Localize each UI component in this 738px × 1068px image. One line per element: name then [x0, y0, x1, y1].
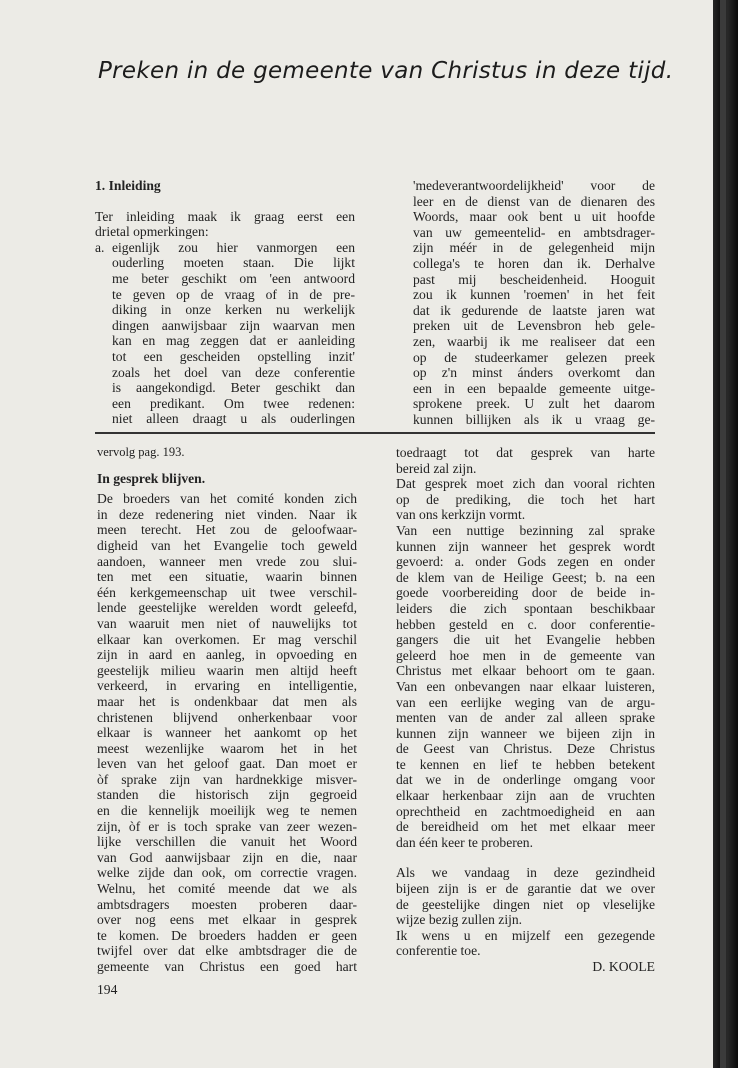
text-line: maar het is ondenkbaar dat men als	[97, 693, 357, 709]
text-line: wijze bezig zullen zijn.	[396, 912, 523, 928]
text-line: sprokene preek. U zult het daarom	[413, 396, 655, 412]
text-line: leven van het geloof gaat. Dan moet er	[97, 756, 357, 772]
text-line: preken uit de Levensbron heb gele-	[413, 318, 655, 334]
text-line: op de prediking, die toch het hart	[396, 491, 655, 507]
text-line: één kerkgemeenschap uit twee verschil-	[97, 584, 357, 600]
paragraph	[396, 476, 655, 523]
text-line: 'medeverantwoordelijkheid' voor de	[413, 178, 655, 193]
text-line: van waaruit men niet of nauwelijks tot	[97, 615, 357, 631]
text-line: me beter geschikt om 'een antwoord	[112, 270, 355, 286]
text-line: lende geestelijke werelden wordt geleefd,	[97, 600, 357, 616]
text-line: dingen aanwijsbaar zijn waarvan men	[112, 317, 355, 333]
text-line: op z'n minst ánders overkomt dan	[413, 365, 655, 381]
text-line: geleerd hoe men in de gemeente van	[396, 647, 655, 663]
item-label: a.	[95, 239, 105, 255]
text-line: Als we vandaag in deze gezindheid	[396, 865, 655, 881]
section1-heading: 1. Inleiding	[95, 178, 161, 193]
text-line: zen, waarbij ik me realiseer dat een	[413, 333, 655, 349]
text-line: over nog eens met elkaar in gesprek	[97, 912, 357, 928]
text-line: Christus met elkaar behoort om te gaan.	[396, 663, 655, 679]
text-line: toedraagt tot dat gesprek van harte	[396, 445, 655, 460]
text-line: bereid zal zijn.	[396, 460, 477, 476]
text-line: drietal opmerkingen:	[95, 224, 209, 240]
section1-item-a-body	[95, 255, 355, 427]
text-line: goede voorbereiding door de beide in-	[396, 585, 655, 601]
text-line: meen terecht. Het zou de geloofwaar-	[97, 522, 357, 538]
page-edge-strip	[720, 0, 726, 1068]
text-line: gevoerd: a. onder Gods zegen en onder	[396, 554, 655, 570]
text-line: standen die historisch zijn gegroeid	[97, 787, 357, 803]
text-line: Woords, maar ook bent u uit hoofde	[413, 209, 655, 225]
text-line: Van een nuttige bezinning zal sprake	[396, 522, 655, 538]
text-line: niet alleen draagt u als ouderlingen	[112, 411, 355, 427]
text-line: christenen blijvend onherkenbaar voor	[97, 709, 357, 725]
text-line: welke zijde dan ook, om correctie vragen.	[97, 865, 357, 881]
text-line: Welnu, het comité meende dat we als	[97, 881, 357, 897]
text-line: menten van de ander zal alleen sprake	[396, 710, 655, 726]
page-title: Preken in de gemeente van Christus in deze tijd.	[98, 58, 674, 84]
text-line: te kennen en lief te hebben betekent	[396, 756, 655, 772]
text-line: aandoen, wanneer men vrede zou slui-	[97, 553, 357, 569]
text-line: collega's te horen dan ik. Derhalve	[413, 255, 655, 271]
text-line: op de studeerkamer gelezen preek	[413, 349, 655, 365]
text-line: Van een onbevangen naar elkaar luisteren,	[396, 678, 655, 694]
paragraph	[396, 445, 655, 476]
text-line: leer en de dienst van de dienaren des	[413, 193, 655, 209]
text-line: gangers die uit het Evangelie hebben	[396, 632, 655, 648]
signature: D. KOOLE	[592, 959, 655, 974]
section2-left-column	[97, 445, 357, 975]
text-line: en die kennelijk moeilijk weg te nemen	[97, 803, 357, 819]
text-line: geestelijk milieu waarin men altijd heeft	[97, 662, 357, 678]
paragraph	[396, 928, 655, 959]
text-line: een predikant. Om twee redenen:	[112, 395, 355, 411]
continued-note: vervolg pag. 193.	[97, 445, 185, 459]
text-line: een in een bepaalde gemeente uitge-	[413, 380, 655, 396]
text-line: de klem van de Heilige Geest; b. na een	[396, 569, 655, 585]
text-line: kunnen zijn wanneer we bijeen zijn in	[396, 725, 655, 741]
text-line: De broeders van het comité konden zich	[97, 491, 357, 507]
page-number: 194	[97, 982, 118, 997]
text-line: in deze redenering niet vinden. Naar ik	[97, 506, 357, 522]
text-line: te geven op de vraag of in de pre-	[112, 286, 355, 302]
section2-left-body	[97, 491, 357, 974]
text-line: òf sprake zijn van hardnekkige misver-	[97, 771, 357, 787]
text-line: van een eerlijke weging van de argu-	[396, 694, 655, 710]
text-line: lijke verschillen die vanuit het Woord	[97, 834, 357, 850]
text-line: te komen. De broeders hadden er geen	[97, 927, 357, 943]
text-line: gemeente van Christus een goed hart	[97, 959, 357, 974]
paragraph	[396, 865, 655, 927]
text-line: Ik wens u en mijzelf een gezegende	[396, 927, 655, 943]
text-line: zoals het doel van deze conferentie	[112, 364, 355, 380]
divider-rule	[95, 432, 655, 434]
text-line: conferentie toe.	[396, 943, 481, 959]
text-line: twijfel over dat elke ambtsdrager die de	[97, 943, 357, 959]
text-line: de geestelijke dingen niet op vleselijke	[396, 896, 655, 912]
text-line: kan en mag zeggen dat er aanleiding	[112, 333, 355, 349]
text-line: de Geest van Christus. Deze Christus	[396, 741, 655, 757]
text-line: dan één keer te proberen.	[396, 834, 533, 850]
section1-right-column	[413, 178, 655, 428]
text-line: de bereidheid om het met elkaar meer	[396, 819, 655, 835]
text-line: Dat gesprek moet zich dan vooral richten	[396, 476, 655, 492]
text-line: is aangekondigd. Beter geschikt dan	[112, 380, 355, 396]
text-line: zijn méér in de gelegenheid mijn	[413, 240, 655, 256]
text-line: zou ik kunnen 'roemen' in het feit	[413, 287, 655, 303]
paragraph	[396, 523, 655, 850]
text-line: dat we in de onderlinge omgang voor	[396, 772, 655, 788]
text-line: eigenlijk zou hier vanmorgen een	[112, 239, 355, 255]
text-line: hebben gesteld en c. door conferentie-	[396, 616, 655, 632]
text-line: verkeerd, in ervaring en intelligentie,	[97, 678, 357, 694]
text-line: digheid van het Evangelie toch geweld	[97, 537, 357, 553]
text-line: zijn, òf er is toch sprake van zeer wezen-	[97, 818, 357, 834]
section1-item-a	[95, 240, 355, 256]
text-line: van God aanwijsbaar zijn en die, naar	[97, 849, 357, 865]
text-line: elkaar is wanneer het aankomt op het	[97, 725, 357, 741]
text-line: ambtsdragers moesten proberen daar-	[97, 896, 357, 912]
text-line: kunnen billijken als ik u vraag ge-	[413, 411, 655, 427]
text-line: zijn in aard en aanleg, in opvoeding en	[97, 647, 357, 663]
section2-right-column	[396, 445, 655, 975]
text-line: ten met een situatie, waarin binnen	[97, 569, 357, 585]
text-line: past mij bescheidenheid. Hooguit	[413, 271, 655, 287]
text-line: diking in onze kerken nu werkelijk	[112, 302, 355, 318]
text-line: elkaar kan overkomen. Er mag verschil	[97, 631, 357, 647]
text-line: meest wezenlijke waarom het in het	[97, 740, 357, 756]
text-line: kunnen zijn wanneer het gesprek wordt	[396, 538, 655, 554]
text-line: dat ik gedurende de laatste jaren wat	[413, 302, 655, 318]
text-line: Ter inleiding maak ik graag eerst een	[95, 208, 355, 224]
section1-left-column	[95, 178, 355, 427]
text-line: van uw gemeentelid- en ambtsdrager-	[413, 224, 655, 240]
text-line: elkaar herkenbaar zijn aan de vruchten	[396, 788, 655, 804]
section1-intro	[95, 209, 355, 240]
text-line: ouderling moeten staan. Die lijkt	[112, 255, 355, 271]
text-line: bijeen zijn is er de garantie dat we over	[396, 881, 655, 897]
text-line: tot een gescheiden opstelling inzit'	[112, 348, 355, 364]
text-line: van ons kerkzijn vormt.	[396, 507, 526, 523]
text-line: leiders die zich spontaan beschikbaar	[396, 600, 655, 616]
section2-heading: In gesprek blijven.	[97, 470, 206, 486]
text-line: oprechtheid en zachtmoedigheid en aan	[396, 803, 655, 819]
